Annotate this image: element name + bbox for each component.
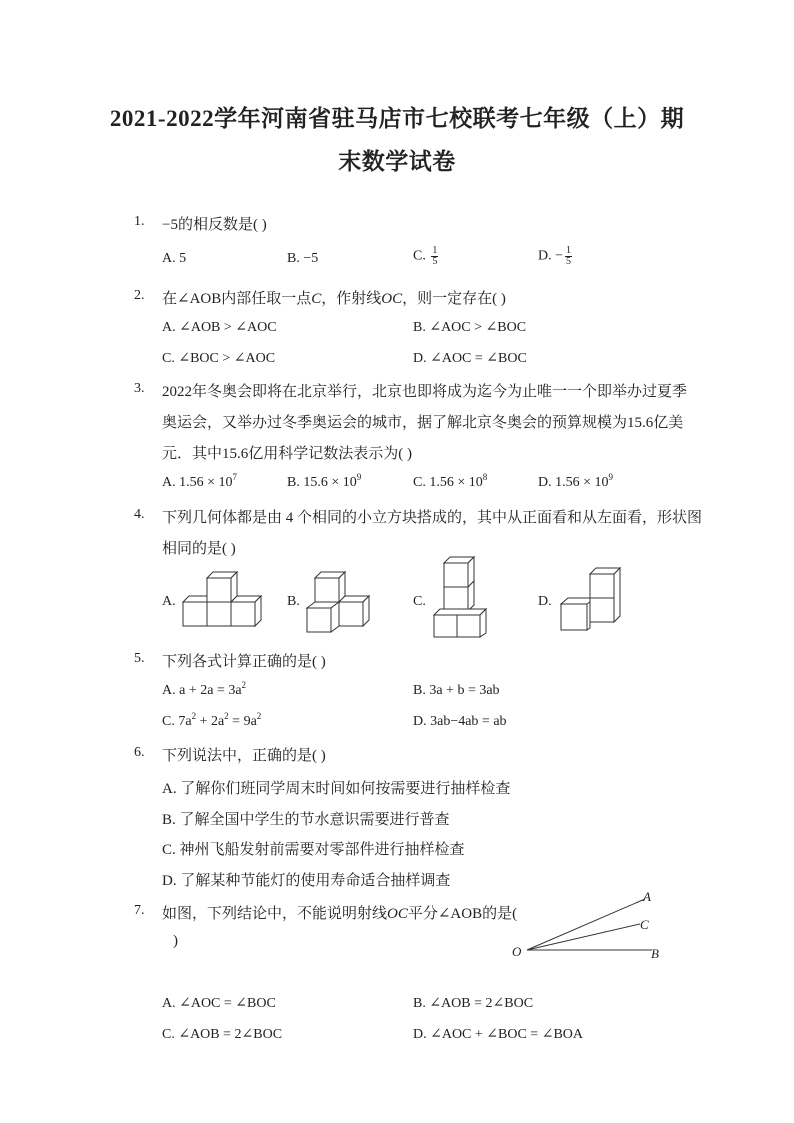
q2-text-part-2: ，作射线	[321, 291, 382, 307]
q3-a-exponent: 7	[232, 472, 238, 482]
q1-option-c-fraction	[431, 246, 438, 267]
q2-point-c: C	[311, 291, 322, 307]
q2-option-a: A. ∠AOB > ∠AOC	[162, 320, 277, 335]
q4-figure-c	[430, 555, 492, 639]
question-2-text	[162, 287, 506, 308]
q5-option-d: D. 3ab−4ab = ab	[413, 714, 507, 729]
q3-option-d	[538, 472, 614, 491]
q4-option-a-label: A.	[162, 594, 176, 609]
question-3-line-2: 奥运会，又举办过冬季奥运会的城市，据了解北京冬奥会的预算规模为15.6亿美	[162, 415, 684, 431]
q5-option-c	[162, 711, 262, 730]
q1-option-b: B. −5	[287, 251, 319, 266]
q5-c-part-2: + 2a	[196, 714, 225, 729]
question-5-number: 5.	[134, 651, 145, 666]
q1-option-c	[413, 246, 438, 267]
q7-option-b: B. ∠AOB = 2∠BOC	[413, 996, 534, 1011]
q3-c-exponent: 8	[482, 472, 488, 482]
ray-oc	[527, 924, 640, 950]
q4-option-c-label: C.	[413, 594, 426, 609]
q3-c-base: C. 1.56 × 10	[413, 475, 483, 490]
q3-a-base: A. 1.56 × 10	[162, 475, 233, 490]
q1-option-d-label: D. −	[538, 248, 564, 264]
question-3-line-1: 2022年冬奥会即将在北京举行，北京也即将成为迄今为止唯一一个即举办过夏季	[162, 384, 688, 400]
q3-d-exponent: 9	[608, 472, 614, 482]
q1-d-denominator: 5	[566, 256, 572, 267]
q2-option-b: B. ∠AOC > ∠BOC	[413, 320, 527, 335]
q5-a-exponent: 2	[241, 680, 247, 690]
q7-ray-oc: OC	[387, 906, 408, 922]
q2-option-d: D. ∠AOC = ∠BOC	[413, 351, 527, 366]
q5-a-base: A. a + 2a = 3a	[162, 683, 242, 698]
q5-c-exp-1: 2	[191, 711, 197, 721]
q4-option-d-label: D.	[538, 594, 552, 609]
q6-option-a: A. 了解你们班同学周末时间如何按需要进行抽样检查	[162, 781, 511, 797]
q3-option-a	[162, 472, 238, 491]
q1-option-a: A. 5	[162, 251, 187, 266]
label-a: A	[643, 889, 651, 904]
question-7-number: 7.	[134, 903, 145, 918]
question-4-line-2: 相同的是( )	[162, 541, 236, 557]
q3-b-base: B. 15.6 × 10	[287, 475, 357, 490]
q5-c-part-3: = 9a	[228, 714, 257, 729]
q7-text-part-1: 如图，下列结论中，不能说明射线	[162, 906, 388, 922]
q5-c-exp-2: 2	[224, 711, 229, 721]
q7-angle-figure	[510, 890, 670, 965]
q1-option-c-label: C.	[413, 248, 426, 264]
q4-figure-a	[180, 570, 270, 632]
q4-figure-b	[305, 570, 375, 634]
q6-option-d: D. 了解某种节能灯的使用寿命适合抽样调查	[162, 873, 451, 889]
q6-option-b: B. 了解全国中学生的节水意识需要进行普查	[162, 812, 450, 828]
question-6-text: 下列说法中，正确的是( )	[162, 748, 326, 764]
label-c: C	[640, 917, 649, 932]
ray-oa	[527, 899, 645, 950]
q3-d-base: D. 1.56 × 10	[538, 475, 609, 490]
question-4-number: 4.	[134, 507, 145, 522]
question-7-text	[162, 902, 517, 923]
q4-figure-d	[558, 566, 628, 632]
question-3-line-3: 元．其中15.6亿用科学记数法表示为( )	[162, 446, 412, 462]
q7-option-c: C. ∠AOB = 2∠BOC	[162, 1027, 283, 1042]
q2-text-part-1: 在∠AOB内部任取一点	[162, 291, 312, 307]
q5-c-exp-3: 2	[256, 711, 262, 721]
label-b: B	[651, 946, 659, 961]
q1-c-numerator: 1	[432, 245, 438, 256]
q2-option-c: C. ∠BOC > ∠AOC	[162, 351, 276, 366]
q1-d-numerator: 1	[566, 245, 572, 256]
question-7-line-2: )	[173, 933, 178, 949]
q3-option-c	[413, 472, 488, 491]
q1-c-denominator: 5	[432, 256, 438, 267]
question-6-number: 6.	[134, 745, 145, 760]
q4-option-b-label: B.	[287, 594, 300, 609]
q2-text-part-3: ，则一定存在( )	[402, 291, 506, 307]
question-1-number: 1.	[134, 214, 145, 229]
q7-option-d: D. ∠AOC + ∠BOC = ∠BOA	[413, 1027, 583, 1042]
question-5-text: 下列各式计算正确的是( )	[162, 654, 326, 670]
q6-option-c: C. 神州飞船发射前需要对零部件进行抽样检查	[162, 842, 465, 858]
q3-b-exponent: 9	[356, 472, 362, 482]
label-o: O	[512, 944, 522, 959]
q2-ray-oc: OC	[381, 291, 403, 307]
q5-option-b: B. 3a + b = 3ab	[413, 683, 500, 698]
question-2-number: 2.	[134, 288, 145, 303]
question-3-number: 3.	[134, 381, 145, 396]
q1-option-d-fraction	[565, 246, 572, 267]
q3-option-b	[287, 472, 362, 491]
q1-option-d	[538, 246, 572, 267]
question-4-line-1: 下列几何体都是由 4 个相同的小立方块搭成的，其中从正面看和从左面看，形状图	[162, 510, 703, 526]
page-title-line-1: 2021-2022学年河南省驻马店市七校联考七年级（上）期	[109, 106, 685, 131]
page-title-line-2: 末数学试卷	[338, 149, 456, 174]
question-1-text: −5的相反数是( )	[162, 217, 267, 233]
q5-option-a	[162, 680, 247, 699]
q7-text-part-2: 平分∠AOB的是(	[407, 906, 518, 922]
q5-c-part-1: C. 7a	[162, 714, 192, 729]
q7-option-a: A. ∠AOC = ∠BOC	[162, 996, 276, 1011]
